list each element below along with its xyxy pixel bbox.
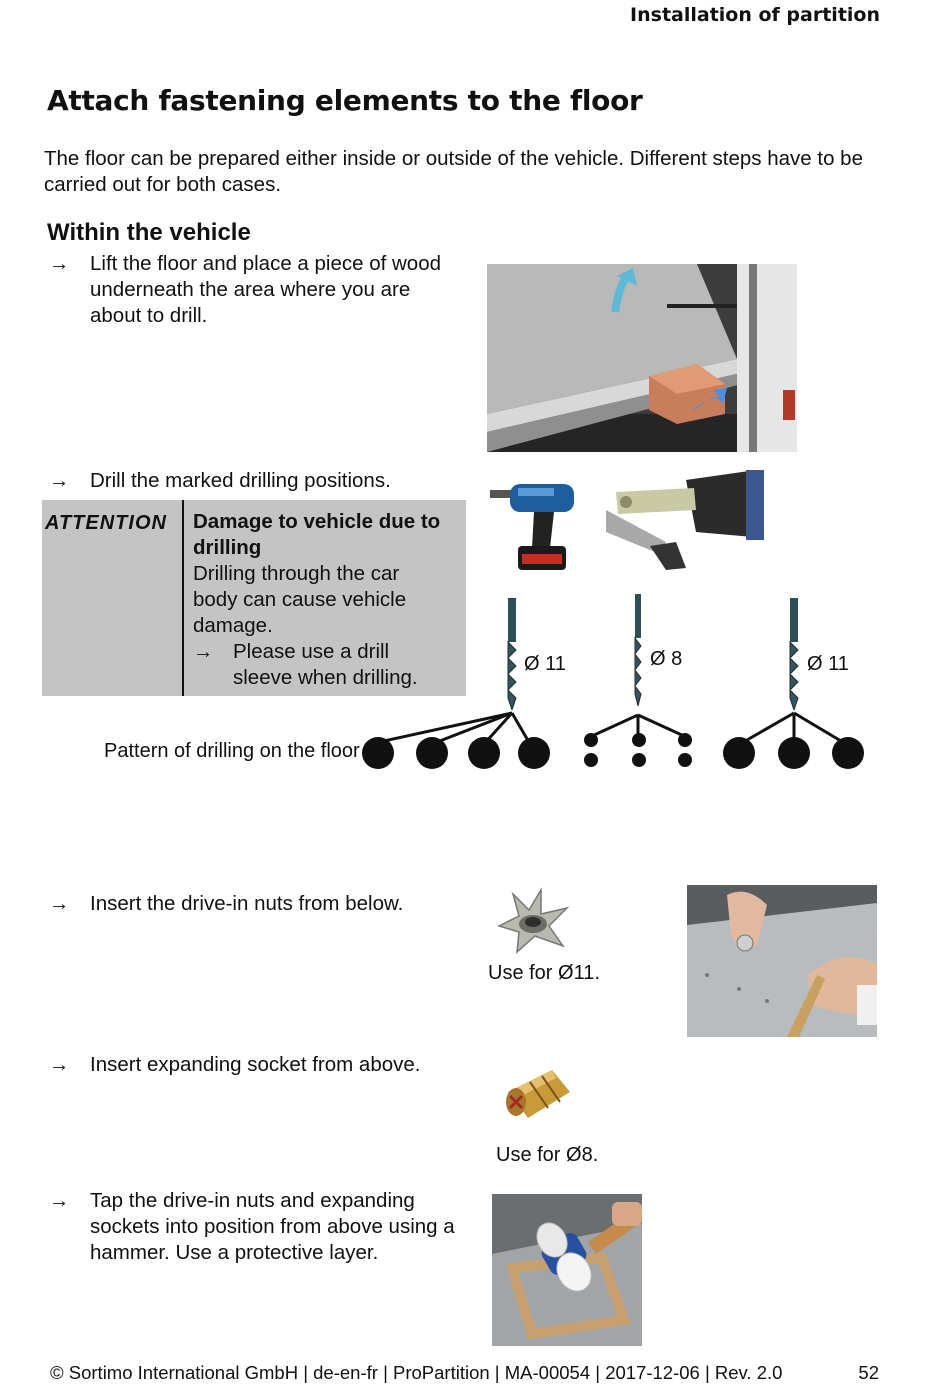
drilling-pattern-label: Pattern of drilling on the floor: [104, 740, 360, 762]
caption-expanding-socket: Use for Ø8.: [496, 1144, 599, 1166]
attention-title-line: Damage to vehicle due to: [193, 510, 441, 533]
photo-insert-nuts: [687, 885, 877, 1037]
attention-instruction: [193, 639, 461, 691]
drill-bit-icon: [500, 598, 524, 710]
section-heading: Within the vehicle: [47, 219, 251, 246]
attention-divider: [182, 500, 184, 696]
attention-instruction-line: Please use a drill: [233, 640, 390, 663]
diameter-label: Ø 11: [524, 653, 566, 675]
attention-body-line: Drilling through the car: [193, 562, 400, 585]
step-drill: [49, 468, 449, 496]
drill-bit-icon: [782, 598, 806, 710]
arrow-icon: →: [49, 1053, 70, 1076]
attention-title-line: drilling: [193, 536, 262, 559]
attention-instruction-line: sleeve when drilling.: [233, 666, 418, 689]
diameter-label: Ø 11: [807, 653, 849, 675]
arrow-icon: →: [49, 1189, 70, 1212]
arrow-icon: →: [49, 252, 70, 275]
step-line: Lift the floor and place a piece of wood: [90, 252, 442, 275]
footer-text: © Sortimo International GmbH | de-en-fr | ProPartition | MA-00054 | 2017-12-06 | Rev. 2.0: [50, 1362, 783, 1383]
caption-drive-in-nut: Use for Ø11.: [488, 962, 600, 984]
page-number: 52: [858, 1362, 879, 1383]
step-line: sockets into position from above using a: [90, 1215, 455, 1238]
arrow-icon: →: [49, 892, 70, 915]
attention-label: ATTENTION: [45, 512, 167, 534]
attention-body-line: body can cause vehicle: [193, 588, 407, 611]
drive-in-nut-icon: [493, 886, 573, 956]
expanding-socket-icon: [500, 1062, 576, 1126]
drill-bit-icon: [626, 594, 650, 706]
arrow-icon: →: [193, 640, 214, 663]
cordless-drill-icon: [488, 478, 584, 574]
attention-box: [42, 500, 466, 696]
step-line: Insert the drive-in nuts from below.: [90, 892, 404, 915]
photo-floor-lifted: [487, 264, 797, 452]
step-line: Tap the drive-in nuts and expanding: [90, 1189, 415, 1212]
page-title: Attach fastening elements to the floor: [47, 84, 643, 117]
step-drive-in-nuts: [49, 891, 449, 919]
intro-text: The floor can be prepared either inside or outside of the vehicle. Different steps have to be carried out for both cases.: [44, 147, 863, 196]
step-line: about to drill.: [90, 304, 208, 327]
step-expanding-socket: [49, 1052, 469, 1080]
photo-hammer: [492, 1194, 642, 1346]
step-lift-floor: [49, 251, 479, 331]
diameter-label: Ø 8: [650, 648, 683, 670]
drilling-pattern-holes: [360, 700, 880, 790]
arrow-icon: →: [49, 469, 70, 492]
attention-body-line: damage.: [193, 614, 273, 637]
photo-drill-sleeve: [606, 470, 764, 572]
attention-body: [193, 509, 461, 691]
step-line: hammer. Use a protective layer.: [90, 1241, 379, 1264]
step-line: Insert expanding socket from above.: [90, 1053, 421, 1076]
step-line: underneath the area where you are: [90, 278, 411, 301]
page-header: Installation of partition: [630, 4, 880, 26]
step-line: Drill the marked drilling positions.: [90, 469, 391, 492]
step-tap-into-position: [49, 1188, 489, 1268]
